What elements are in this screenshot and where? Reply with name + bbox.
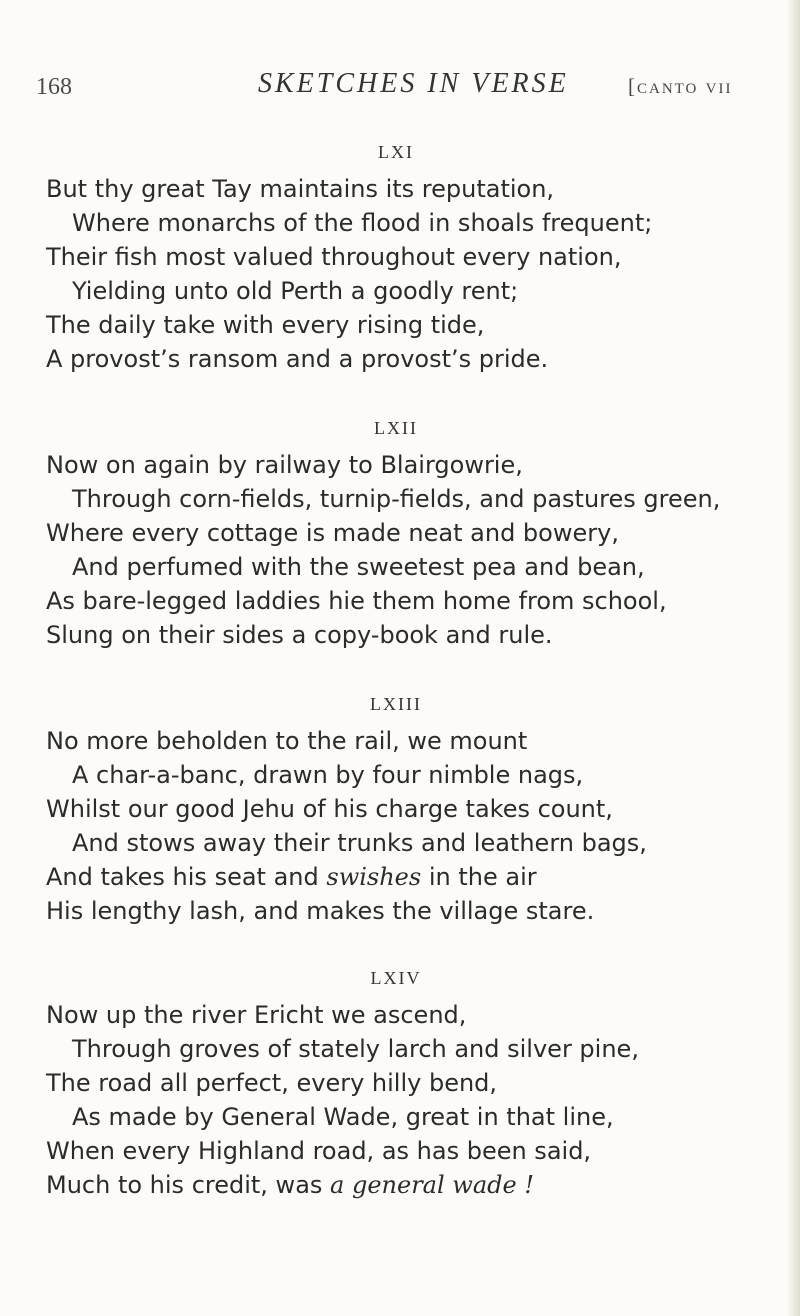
verse-line: His lengthy lash, and makes the village stare.	[46, 897, 595, 925]
italic-phrase: a general wade !	[330, 1171, 534, 1199]
stanza-number: LXII	[374, 418, 418, 438]
verse-line: Yielding unto old Perth a goodly rent;	[72, 277, 519, 305]
verse-line: Where every cottage is made neat and bowery,	[46, 519, 619, 547]
verse-fragment: And takes his seat and	[46, 863, 319, 891]
verse-fragment: Much to his credit, was	[46, 1171, 323, 1199]
verse-line: No more beholden to the rail, we mount	[46, 727, 528, 755]
verse-line: Their fish most valued throughout every nation,	[46, 243, 622, 271]
verse-line: And perfumed with the sweetest pea and bean,	[72, 553, 645, 581]
verse-line: When every Highland road, as has been said,	[46, 1137, 592, 1165]
verse-line: The daily take with every rising tide,	[46, 311, 485, 339]
verse-line: A provost’s ransom and a provost’s pride.	[46, 345, 549, 373]
canto-number: vii	[705, 74, 733, 98]
italic-word: swishes	[326, 863, 422, 891]
verse-line: As bare-legged laddies hie them home from school,	[46, 587, 667, 615]
running-head	[36, 68, 766, 104]
verse-line: A char-a-banc, drawn by four nimble nags,	[72, 761, 584, 789]
verse-line: Slung on their sides a copy-book and rule.	[46, 621, 553, 649]
stanza-lxiv	[46, 968, 776, 1202]
page-edge-shadow	[786, 0, 800, 1316]
stanza-lxiii	[46, 694, 776, 928]
verse-line: As made by General Wade, great in that line,	[72, 1103, 614, 1131]
verse-line: The road all perfect, every hilly bend,	[46, 1069, 498, 1097]
verse-line: And stows away their trunks and leathern bags,	[72, 829, 647, 857]
stanza-number: LXI	[378, 142, 414, 162]
verse-line: Where monarchs of the flood in shoals frequent;	[72, 209, 653, 237]
stanza-number: LXIII	[370, 694, 422, 714]
stanza-number: LXIV	[370, 968, 422, 988]
canto-word: canto	[637, 74, 699, 98]
running-canto	[628, 74, 732, 99]
verse-line: Now on again by railway to Blairgowrie,	[46, 451, 523, 479]
verse-line: But thy great Tay maintains its reputation,	[46, 175, 555, 203]
running-title: SKETCHES IN VERSE	[258, 68, 569, 99]
verse-line	[46, 1168, 776, 1202]
verse-line: Through corn-fields, turnip-fields, and pastures green,	[72, 485, 721, 513]
page-number: 168	[36, 74, 72, 100]
verse-line: Now up the river Ericht we ascend,	[46, 1001, 467, 1029]
canto-bracket: [	[628, 74, 637, 98]
verse-line: Whilst our good Jehu of his charge takes count,	[46, 795, 613, 823]
verse-line: Through groves of stately larch and silver pine,	[72, 1035, 639, 1063]
verse-line	[46, 860, 776, 894]
verse-fragment: in the air	[428, 863, 537, 891]
stanza-lxii	[46, 418, 776, 652]
stanza-lxi	[46, 142, 776, 376]
